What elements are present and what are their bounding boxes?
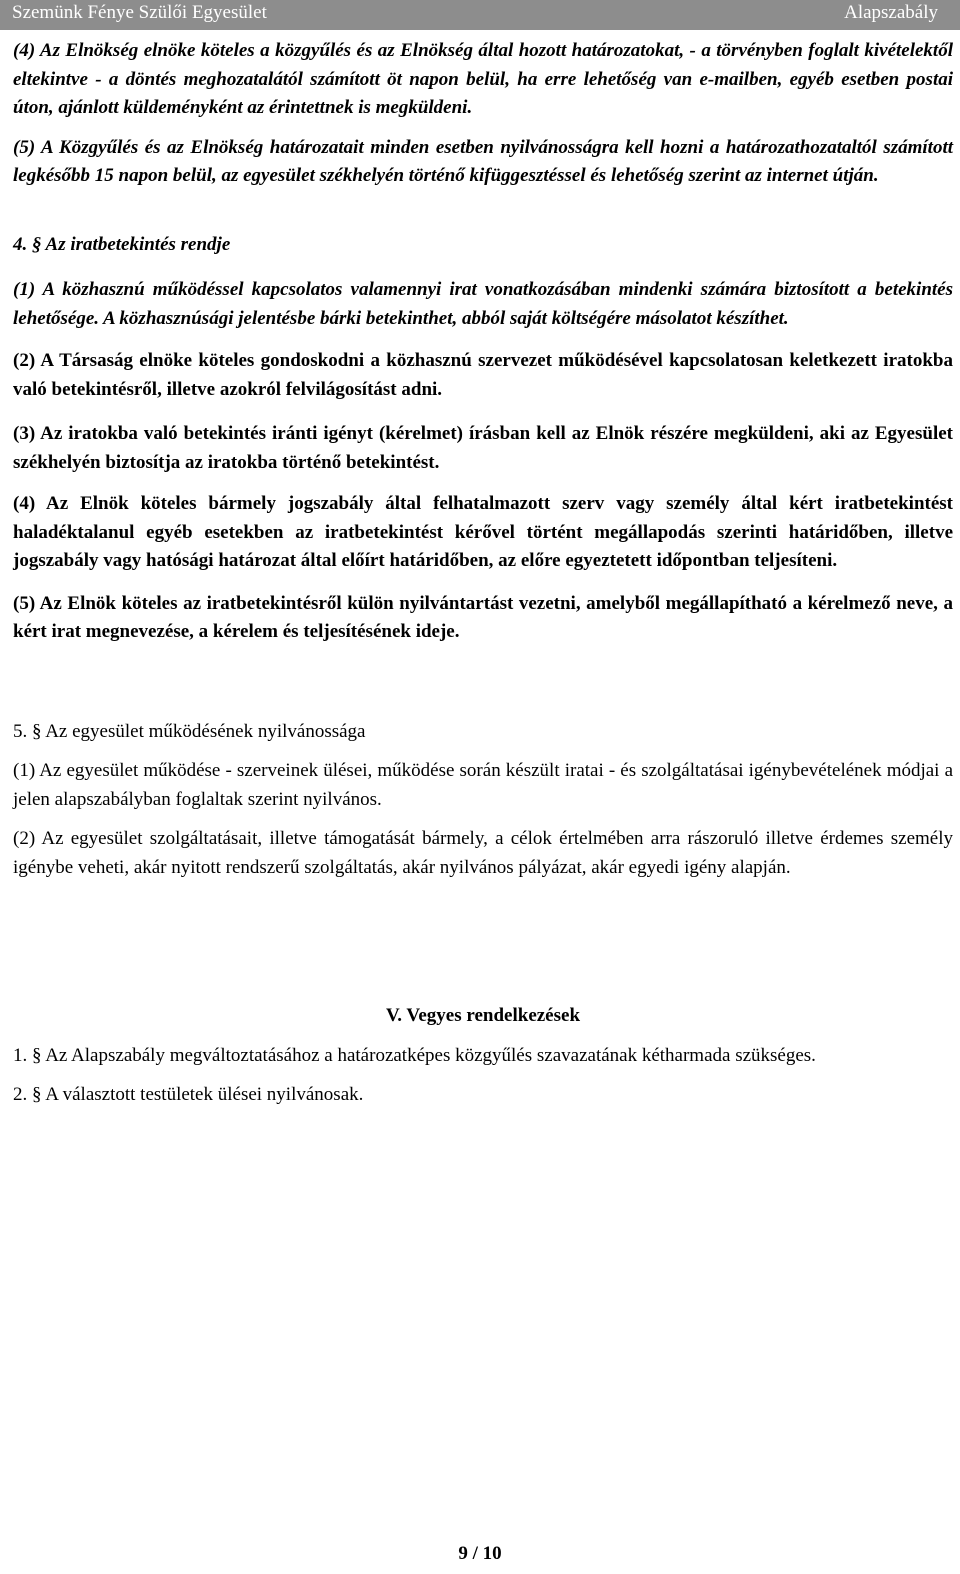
paragraph-iratbetekintes-1: (1) A közhasznú működéssel kapcsolatos valamennyi irat vonatkozásában mindenki számára biztosított a betekintés lehetősége. A közhasznúsági jelentésbe bárki betekinthet, abból saját költségére másolatot készíthet. [13, 279, 953, 329]
section-heading-4: 4. § Az iratbetekintés rendje [13, 233, 231, 255]
header-document-title: Alapszabály [844, 2, 938, 23]
paragraph-elnokseg-4: (4) Az Elnökség elnöke köteles a közgyűlés és az Elnökség által hozott határozatokat, - a törvényben foglalt kivételektől eltekintve - a döntés meghozatalától számított öt napon belül, ha erre lehetőség van e-mailben, egyéb esetben postai úton, ajánlott küldeményként az érintettnek is megküldeni. [13, 40, 953, 118]
paragraph-iratbetekintes-4: (4) Az Elnök köteles bármely jogszabály által felhatalmazott szerv vagy személy által kért iratbetekintést haladéktalanul egyéb esetekben az iratbetekintést kérővel történt megállapodás szerinti határidőben, illetve jogszabály vagy hatósági határozat által előírt határidőben, az előre egyeztetett időpontban teljesíteni. [13, 493, 953, 571]
header-organization-name: Szemünk Fénye Szülői Egyesület [12, 2, 267, 23]
paragraph-nyilvanossag-2: (2) Az egyesület szolgáltatásait, illetve támogatását bármely, a célok értelmében arra rászoruló illetve érdemes személy igénybe veheti, akár nyitott rendszerű szolgáltatás, akár nyilvános pályázat, akár egyedi igény alapján. [13, 828, 953, 878]
chapter-heading: V. Vegyes rendelkezések [385, 1005, 581, 1026]
paragraph-iratbetekintes-5: (5) Az Elnök köteles az iratbetekintésről külön nyilvántartást vezetni, amelyből megállapítható a kérelmező neve, a kért irat megnevezése, a kérelem és teljesítésének ideje. [13, 592, 953, 642]
page-number: 9 / 10 [458, 1543, 502, 1564]
running-header [0, 0, 960, 30]
paragraph-vegyes-1: 1. § Az Alapszabály megváltoztatásához a határozatképes közgyűlés szavazatának kétharmada szükséges. [13, 1044, 816, 1066]
section-heading-5: 5. § Az egyesület működésének nyilvánossága [13, 720, 366, 742]
document-body [13, 37, 953, 1110]
paragraph-iratbetekintes-2: (2) A Társaság elnöke köteles gondoskodni a közhasznú szervezet működésével kapcsolatosan keletkezett iratokba való betekintésről, illetve azokról felvilágosítást adni. [13, 350, 953, 400]
paragraph-nyilvanossag-1: (1) Az egyesület működése - szerveinek ülései, működése során készült iratai - és szolgáltatásai igénybevételének módjai a jelen alapszabályban foglaltak szerint nyilvános. [13, 760, 953, 810]
paragraph-iratbetekintes-3: (3) Az iratokba való betekintés iránti igényt (kérelmet) írásban kell az Elnök részére megküldeni, aki az Egyesület székhelyén biztosítja az iratokba történő betekintést. [13, 423, 953, 473]
paragraph-vegyes-2: 2. § A választott testületek ülései nyilvánosak. [13, 1084, 364, 1105]
paragraph-elnokseg-5: (5) A Közgyűlés és az Elnökség határozatait minden esetben nyilvánosságra kell hozni a határozathozataltól számított legkésőbb 15 napon belül, az egyesület székhelyén történő kifüggesztéssel és lehetőség szerint az internet útján. [13, 136, 953, 186]
